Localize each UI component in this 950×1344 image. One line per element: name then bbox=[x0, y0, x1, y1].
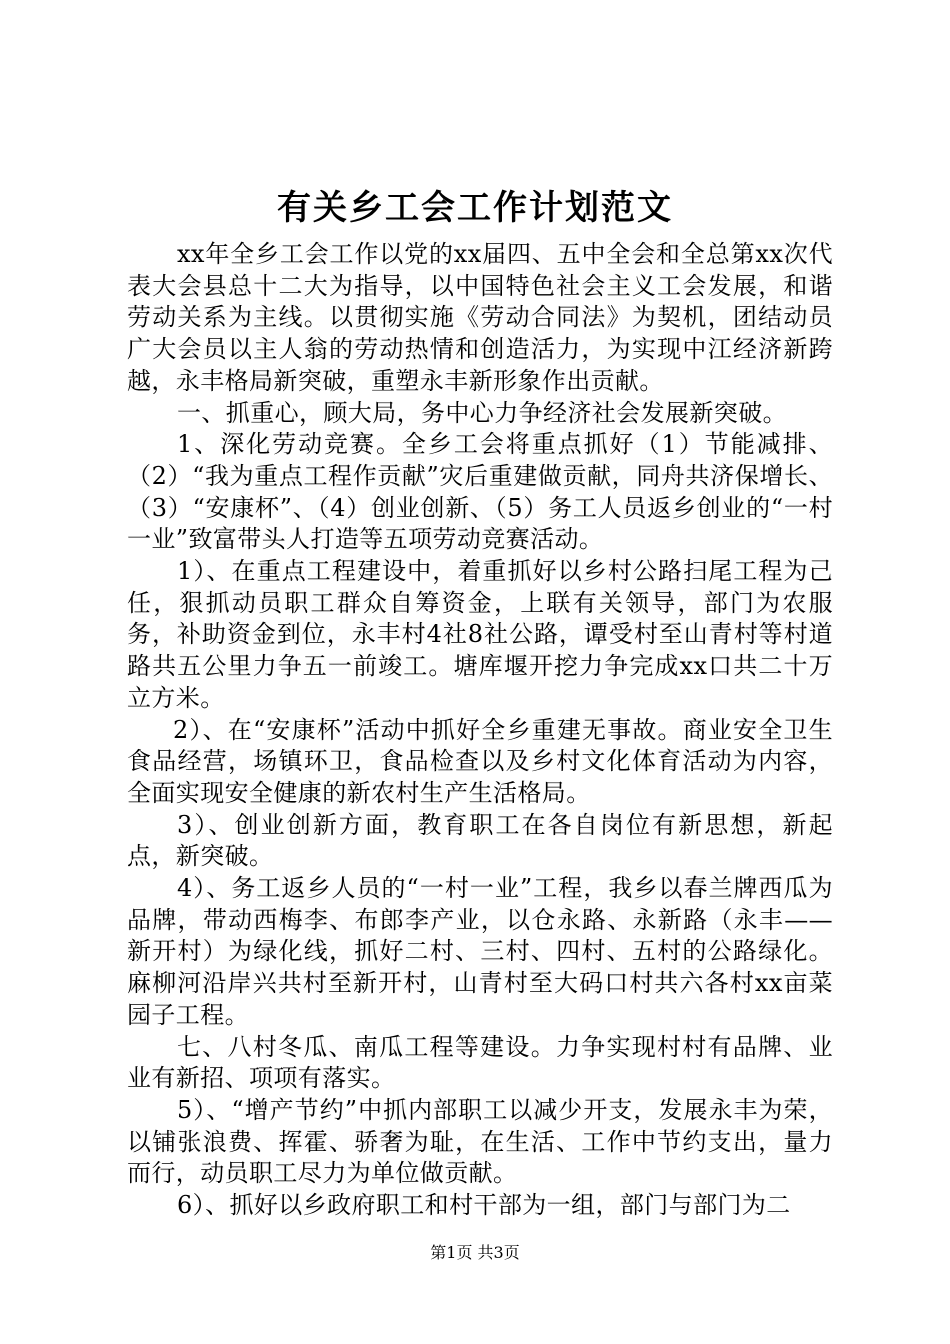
document-body bbox=[127, 239, 833, 1222]
paragraph-subitem-1: 1）、在重点工程建设中，着重抓好以乡村公路扫尾工程为己任，狠抓动员职工群众自筹资金，上联有关领导，部门为农服务，补助资金到位，永丰村4社8社公路，谭受村至山青村等村道路共五公里力争五一前竣工。塘库堰开挖力争完成xx口共二十万立方米。 bbox=[127, 557, 833, 712]
page-number-footer: 第1页 共3页 bbox=[430, 1243, 520, 1262]
paragraph-subitem-4: 4）、务工返乡人员的“一村一业”工程，我乡以春兰牌西瓜为品牌，带动西梅李、布郎李产业，以仓永路、永新路（永丰——新开村）为绿化线，抓好二村、三村、四村、五村的公路绿化。麻柳河沿岸兴共村至新开村，山青村至大码口村共六各村xx亩菜园子工程。 bbox=[127, 874, 833, 1029]
paragraph-subitem-2: 2）、在“安康杯”活动中抓好全乡重建无事故。商业安全卫生食品经营，场镇环卫，食品检查以及乡村文化体育活动为内容，全面实现安全健康的新农村生产生活格局。 bbox=[127, 715, 833, 807]
paragraph-subitem-6: 6）、抓好以乡政府职工和村干部为一组，部门与部门为二 bbox=[177, 1191, 791, 1220]
paragraph-item-1: 1、深化劳动竞赛。全乡工会将重点抓好（1）节能减排、（2）“我为重点工程作贡献”灾后重建做贡献，同舟共济保增长、（3）“安康杯”、（4）创业创新、（5）务工人员返乡创业的“一村一业”致富带头人打造等五项劳动竞赛活动。 bbox=[127, 430, 833, 554]
paragraph-subitem-3: 3）、创业创新方面，教育职工在各自岗位有新思想，新起点，新突破。 bbox=[127, 810, 833, 871]
paragraph-section-1: 一、抓重心，顾大局，务中心力争经济社会发展新突破。 bbox=[177, 398, 787, 427]
document-title: 有关乡工会工作计划范文 bbox=[277, 188, 673, 228]
paragraph-subitem-5: 5）、“增产节约”中抓内部职工以减少开支，发展永丰为荣，以铺张浪费、挥霍、骄奢为耻，在生活、工作中节约支出，量力而行，动员职工尽力为单位做贡献。 bbox=[127, 1095, 833, 1188]
paragraph-continuation: 七、八村冬瓜、南瓜工程等建设。力争实现村村有品牌、业业有新招、项项有落实。 bbox=[127, 1032, 833, 1093]
paragraph-intro: xx年全乡工会工作以党的xx届四、五中全会和全总第xx次代表大会县总十二大为指导，以中国特色社会主义工会发展，和谐劳动关系为主线。以贯彻实施《劳动合同法》为契机，团结动员广大会员以主人翁的劳动热情和创造活力，为实现中江经济新跨越，永丰格局新突破，重塑永丰新形象作出贡献。 bbox=[127, 240, 833, 395]
